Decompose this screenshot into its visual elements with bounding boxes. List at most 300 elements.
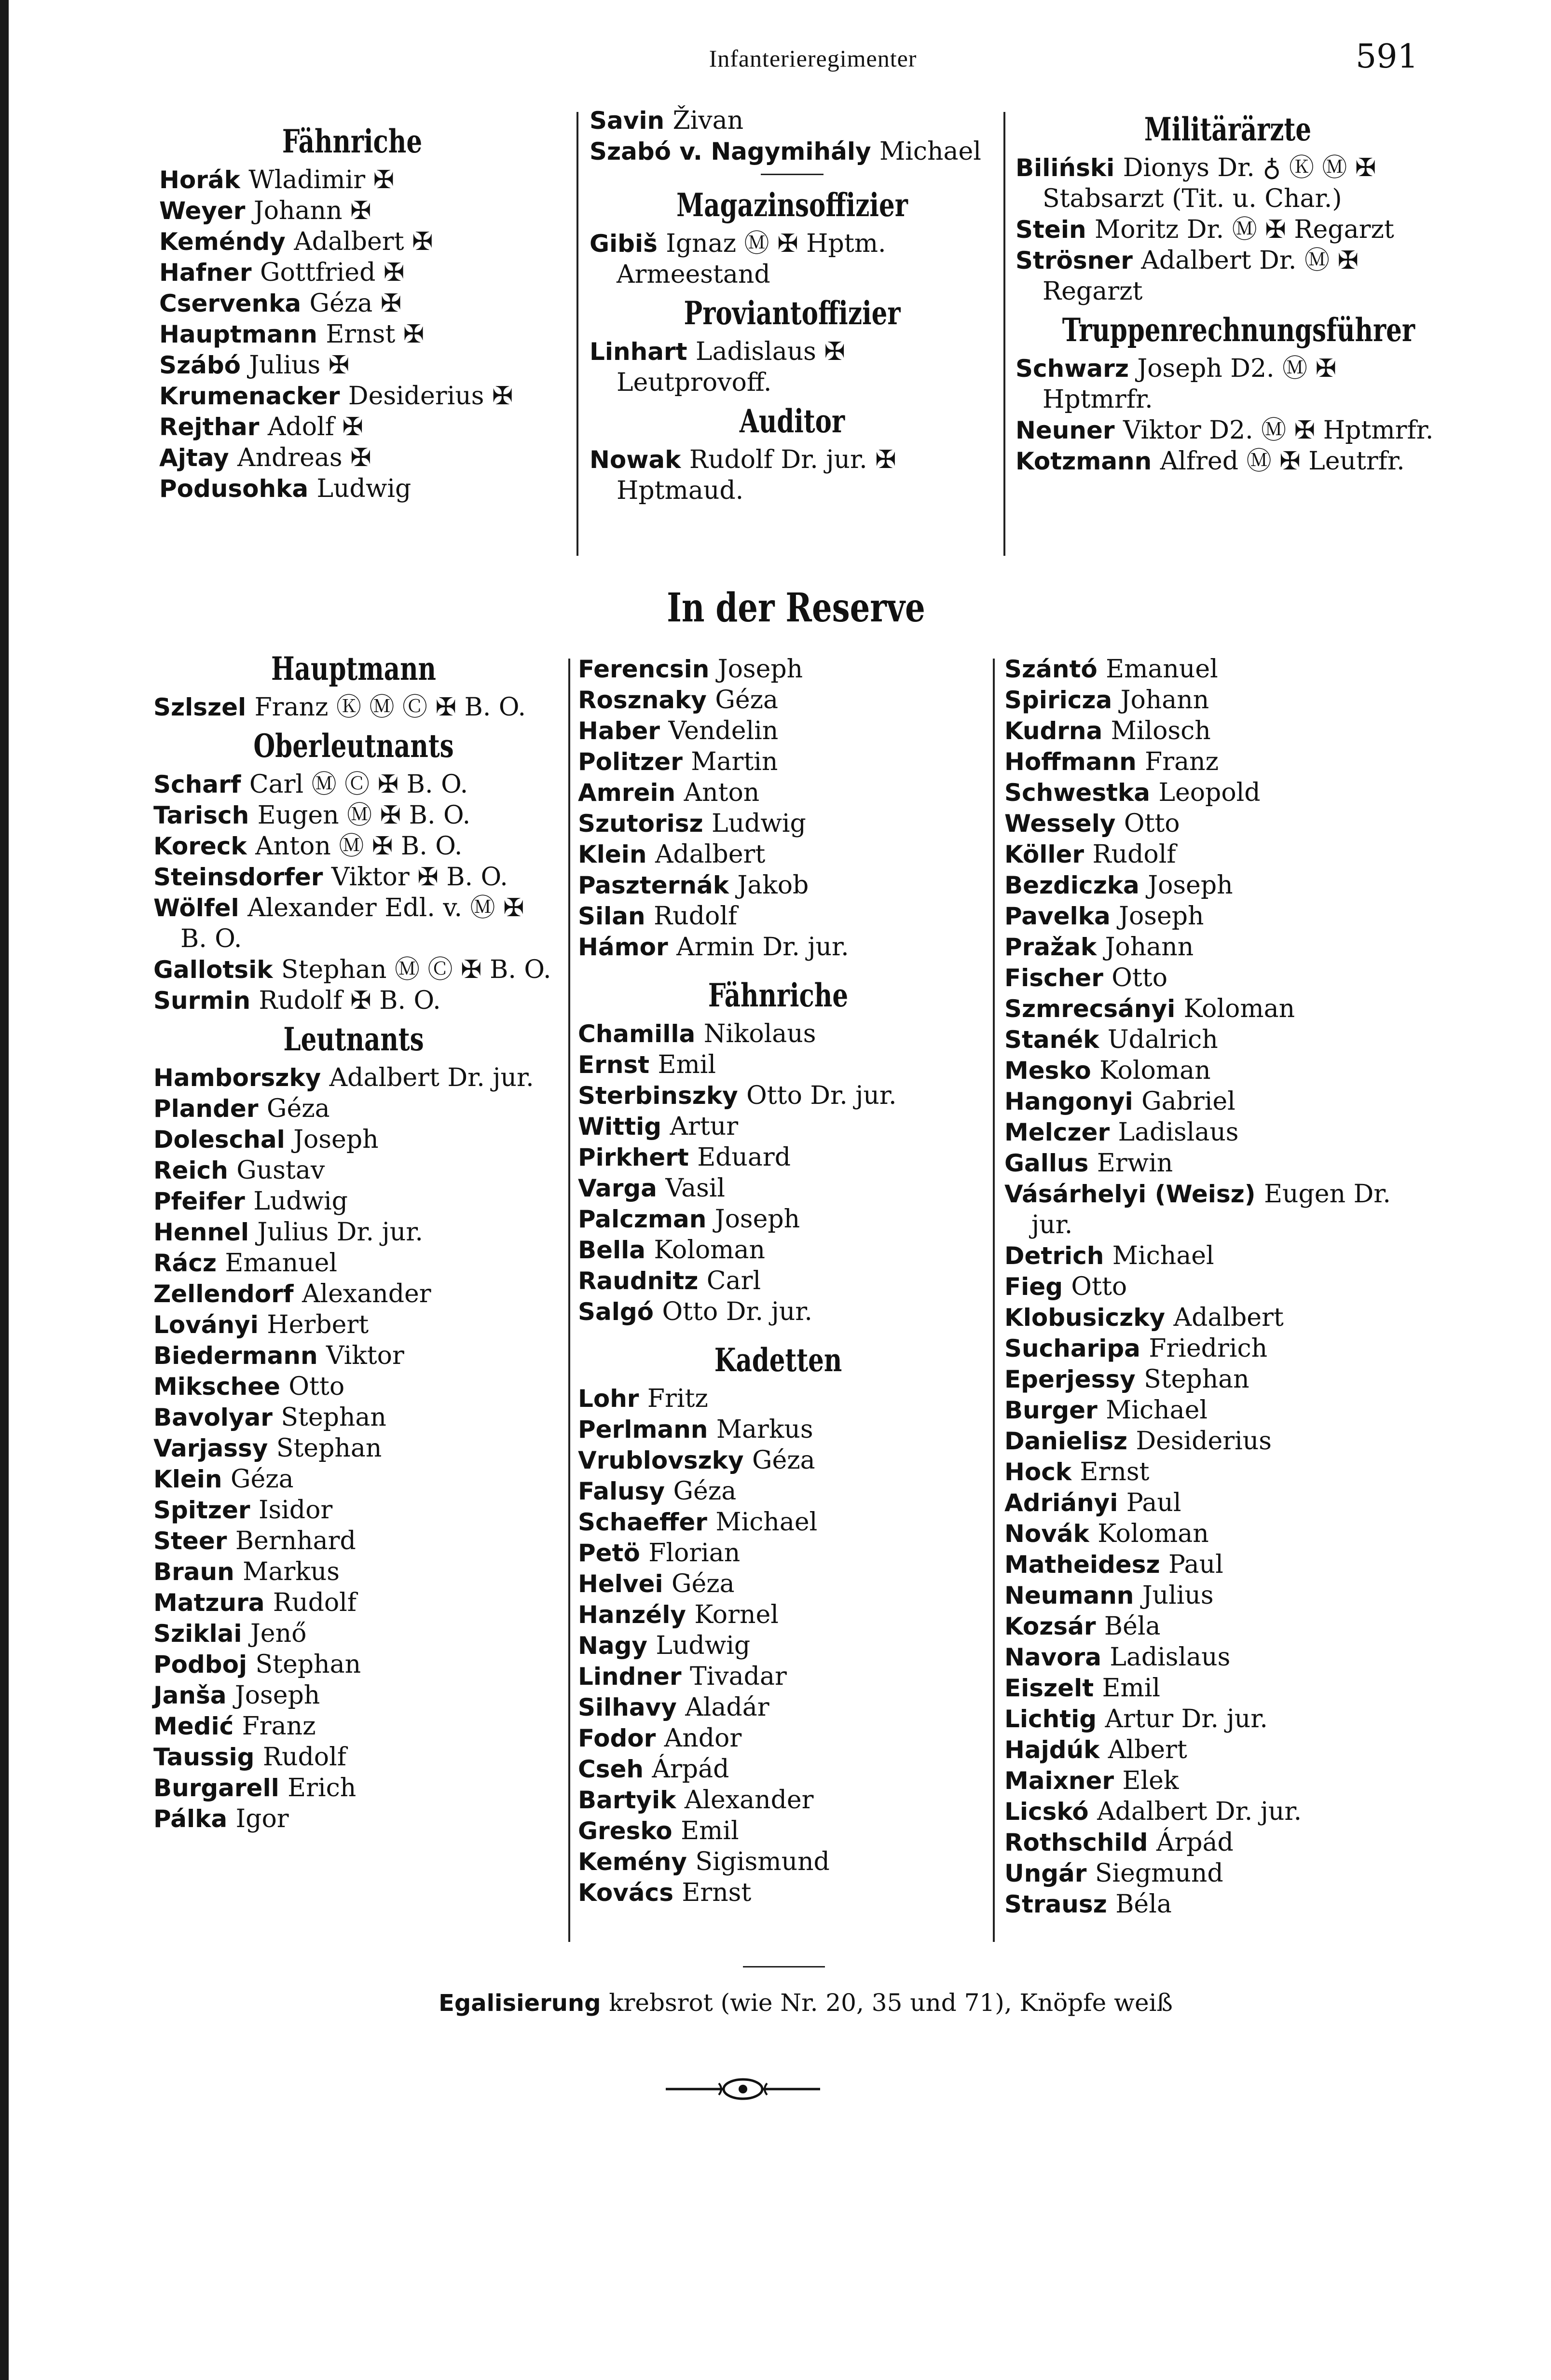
entry-details: Sigismund [695, 1847, 830, 1876]
list-entry [578, 1877, 978, 1908]
entry-details: Julius Dr. jur. [257, 1218, 423, 1247]
entry-surname: Stein [1016, 216, 1086, 244]
footer-label: Egalisierung [439, 1990, 601, 2017]
entry-surname: Reich [153, 1156, 228, 1184]
entry-surname: Melczer [1004, 1118, 1110, 1146]
footer-text: krebsrot (wie Nr. 20, 35 und 71), Knöpfe weiß [609, 1989, 1173, 2017]
list-entry [153, 1649, 554, 1680]
entry-details: Bernhard [235, 1527, 356, 1555]
entry-surname: Pavelka [1004, 902, 1111, 930]
entry-details: Alexander [684, 1786, 814, 1815]
entry-details: Fritz [647, 1384, 708, 1413]
entry-details: Béla [1104, 1612, 1161, 1641]
list-entry [1016, 415, 1440, 446]
entry-surname: Burgarell [153, 1774, 279, 1802]
list-entry [1004, 1673, 1439, 1704]
entry-details: Béla [1115, 1890, 1172, 1919]
entry-surname: Janša [153, 1681, 227, 1709]
entry-details: Erich [288, 1774, 357, 1802]
list-entry [1004, 1518, 1439, 1549]
entry-surname: Spiricza [1004, 686, 1112, 714]
list-entry [590, 136, 995, 167]
entry-details: Rudolf ✠ B. O. [259, 986, 441, 1015]
entry-details: Joseph [234, 1681, 320, 1710]
ornament-divider-icon [661, 2075, 825, 2104]
entry-details: Koloman [1098, 1519, 1209, 1548]
list-entry [578, 870, 978, 901]
entry-surname: Perlmann [578, 1416, 708, 1444]
entry-surname: Doleschal [153, 1126, 285, 1154]
entry-details: Anton [684, 778, 760, 807]
entry-surname: Weyer [159, 197, 246, 225]
entry-surname: Schwestka [1004, 779, 1151, 807]
list-entry [1004, 808, 1439, 839]
list-entry [1004, 1487, 1439, 1518]
entry-details: Ludwig [253, 1187, 348, 1216]
list-entry [153, 1371, 554, 1402]
list-entry [153, 1618, 554, 1649]
list-entry [578, 1414, 978, 1445]
list-entry [1004, 1086, 1439, 1117]
entry-details: Emil [1102, 1674, 1161, 1703]
list-entry [578, 1049, 978, 1080]
entry-surname: Bezdiczka [1004, 871, 1139, 899]
entry-details: Géza [266, 1094, 330, 1123]
entry-surname: Nagy [578, 1632, 647, 1660]
entry-surname: Sterbinszky [578, 1082, 738, 1110]
entry-details: Joseph D2. Ⓜ ✠ Hptmrfr. [1043, 354, 1337, 414]
entry-details: Artur [670, 1112, 739, 1141]
entry-details: Géza [671, 1569, 735, 1598]
entry-details: Franz [242, 1712, 316, 1741]
entry-surname: Gallus [1004, 1149, 1089, 1177]
entry-details: Tivadar [689, 1662, 787, 1691]
list-entry [159, 288, 545, 319]
column-divider [568, 659, 570, 1942]
list-entry [1004, 1333, 1439, 1364]
entry-details: Stephan [1144, 1365, 1249, 1394]
entry-surname: Szlszel [153, 693, 247, 721]
list-entry [578, 1785, 978, 1816]
entry-details: Michael [879, 137, 981, 166]
column-divider [1003, 112, 1005, 556]
entry-details: Gottfried ✠ [260, 258, 405, 287]
entry-details: Ludwig [656, 1631, 751, 1660]
entry-details: Otto [1124, 809, 1180, 838]
entry-surname: Szábó [159, 351, 241, 379]
entry-details: Udalrich [1107, 1025, 1218, 1054]
list-entry [1004, 1549, 1439, 1580]
entry-details: Moritz Dr. Ⓜ ✠ Regarzt [1094, 215, 1394, 244]
entry-details: Jakob [737, 871, 809, 900]
entry-surname: Licskó [1004, 1798, 1089, 1826]
list-entry [1004, 1364, 1439, 1395]
entry-details: Vasil [665, 1174, 726, 1203]
list-entry [590, 336, 995, 398]
entry-details: Otto [1071, 1272, 1127, 1301]
list-entry [1004, 1117, 1439, 1148]
entry-surname: Palczman [578, 1205, 707, 1233]
entry-surname: Rosznaky [578, 686, 707, 714]
entry-surname: Rácz [153, 1249, 217, 1277]
entry-details: Vendelin [668, 716, 779, 745]
entry-details: Ludwig [712, 809, 806, 838]
entry-surname: Silhavy [578, 1693, 677, 1721]
entry-details: Rudolf [273, 1588, 357, 1617]
entry-details: Rudolf [1092, 840, 1176, 869]
entry-surname: Medić [153, 1712, 234, 1740]
entry-details: Ernst [682, 1878, 752, 1907]
list-entry [578, 1142, 978, 1173]
list-entry [1004, 932, 1439, 963]
list-entry [578, 1754, 978, 1785]
list-entry [153, 1680, 554, 1711]
entry-surname: Fischer [1004, 964, 1103, 992]
entry-surname: Chamilla [578, 1020, 696, 1048]
list-entry [159, 226, 545, 257]
entry-details: Julius [1142, 1581, 1214, 1610]
entry-surname: Plander [153, 1095, 259, 1123]
entry-details: Stephan [281, 1403, 386, 1432]
entry-surname: Szántó [1004, 655, 1098, 683]
list-entry [153, 1556, 554, 1587]
entry-surname: Loványi [153, 1311, 259, 1339]
list-entry [578, 1018, 978, 1049]
list-entry [153, 1464, 554, 1495]
entry-details: Gabriel [1141, 1087, 1235, 1116]
list-entry [578, 1235, 978, 1266]
entry-details: Gustav [236, 1156, 325, 1185]
list-entry [1004, 1302, 1439, 1333]
list-entry [1016, 152, 1440, 214]
entry-surname: Lindner [578, 1663, 682, 1691]
entry-surname: Varjassy [153, 1434, 268, 1462]
section-heading: Kadetten [714, 1341, 842, 1379]
entry-details: Koloman [1099, 1056, 1211, 1085]
entry-surname: Nowak [590, 446, 681, 474]
entry-details: Julius ✠ [249, 351, 350, 380]
list-entry [159, 381, 545, 412]
entry-surname: Strausz [1004, 1890, 1107, 1918]
list-entry [578, 1599, 978, 1630]
entry-details: Paul [1168, 1550, 1223, 1579]
entry-surname: Adriányi [1004, 1489, 1118, 1517]
list-entry [1004, 654, 1439, 685]
list-entry [1004, 870, 1439, 901]
footer-rule [743, 1966, 825, 1967]
entry-surname: Sucharipa [1004, 1334, 1140, 1362]
entry-surname: Pražak [1004, 933, 1097, 961]
entry-details: Viktor D2. Ⓜ ✠ Hptmrfr. [1123, 416, 1434, 445]
list-entry [153, 1526, 554, 1556]
reserve-middle-column [578, 654, 978, 1908]
entry-details: Árpád [1156, 1828, 1234, 1857]
entry-details: Carl [706, 1266, 761, 1295]
entry-surname: Braun [153, 1558, 234, 1586]
entry-surname: Danielisz [1004, 1427, 1128, 1455]
entry-surname: Pirkhert [578, 1143, 689, 1171]
list-entry [578, 932, 978, 963]
entry-details: Carl Ⓜ Ⓒ ✠ B. O. [249, 770, 468, 799]
list-entry [578, 1692, 978, 1723]
list-entry [153, 1340, 554, 1371]
entry-details: Erwin [1097, 1149, 1173, 1178]
entry-surname: Falusy [578, 1477, 665, 1505]
list-entry [1004, 901, 1439, 932]
entry-surname: Politzer [578, 748, 683, 776]
entry-surname: Vásárhelyi (Weisz) [1004, 1180, 1256, 1208]
list-entry [590, 444, 995, 506]
entry-surname: Ungár [1004, 1859, 1087, 1887]
entry-details: Koloman [1183, 994, 1295, 1023]
entry-details: Emil [681, 1816, 739, 1845]
entry-details: Ladislaus [1118, 1118, 1239, 1147]
list-entry [153, 1803, 554, 1834]
entry-details: Wladimir ✠ [248, 165, 395, 194]
list-entry [590, 105, 995, 136]
list-entry [153, 1742, 554, 1773]
entry-details: Joseph [293, 1125, 379, 1154]
entry-details: Nikolaus [703, 1019, 816, 1048]
list-entry [153, 1279, 554, 1309]
entry-details: Eugen Dr. jur. [1031, 1180, 1391, 1239]
list-entry [1004, 1240, 1439, 1271]
list-entry [1004, 1827, 1439, 1858]
entry-details: Siegmund [1095, 1859, 1223, 1888]
list-entry [159, 350, 545, 381]
entry-surname: Ajtay [159, 444, 229, 472]
entry-surname: Scharf [153, 770, 241, 798]
section-heading: Auditor [739, 402, 845, 440]
entry-surname: Podboj [153, 1651, 247, 1678]
list-entry [159, 319, 545, 350]
entry-details: Joseph [1148, 871, 1233, 900]
entry-surname: Tarisch [153, 801, 249, 829]
entry-surname: Hafner [159, 259, 252, 287]
list-entry [153, 1062, 554, 1093]
page-number: 591 [1356, 38, 1418, 76]
entry-surname: Klobusiczky [1004, 1304, 1166, 1332]
entry-details: Emanuel [225, 1249, 338, 1278]
entry-surname: Silan [578, 902, 645, 930]
list-entry [1004, 1179, 1439, 1240]
entry-surname: Petö [578, 1539, 640, 1567]
entry-surname: Bella [578, 1236, 646, 1264]
entry-surname: Burger [1004, 1396, 1098, 1424]
entry-details: Ignaz Ⓜ ✠ Hptm. Armeestand [617, 229, 886, 289]
entry-details: Franz [1145, 747, 1219, 776]
list-entry [1004, 1580, 1439, 1611]
list-entry [153, 1124, 554, 1155]
list-entry [1004, 1796, 1439, 1827]
entry-surname: Köller [1004, 840, 1084, 868]
entry-details: Markus [243, 1557, 340, 1586]
entry-surname: Koreck [153, 832, 247, 860]
list-entry [153, 1217, 554, 1248]
top-right-column [1016, 106, 1440, 477]
entry-details: Adalbert Dr. Ⓜ ✠ Regarzt [1043, 246, 1359, 306]
list-entry [578, 1816, 978, 1846]
list-entry [153, 1186, 554, 1217]
entry-surname: Strösner [1016, 247, 1133, 275]
entry-details: Živan [673, 106, 744, 135]
entry-details: Armin Dr. jur. [676, 933, 849, 962]
reserve-right-column [1004, 654, 1439, 1920]
entry-surname: Lohr [578, 1385, 639, 1413]
column-divider [576, 112, 578, 556]
section-heading: Leutnants [283, 1020, 424, 1058]
entry-surname: Vrublovszky [578, 1446, 744, 1474]
entry-details: Stephan [276, 1434, 382, 1463]
entry-surname: Stanék [1004, 1026, 1099, 1054]
entry-surname: Neuner [1016, 416, 1115, 444]
list-entry [1004, 1889, 1439, 1920]
entry-surname: Hanzély [578, 1601, 686, 1629]
list-entry [159, 257, 545, 288]
entry-details: Herbert [267, 1310, 369, 1339]
list-entry [578, 1661, 978, 1692]
list-entry [1016, 353, 1440, 415]
entry-details: Ladislaus [1110, 1643, 1231, 1672]
entry-details: Adalbert ✠ [294, 227, 433, 256]
entry-details: Rudolf [654, 902, 738, 931]
entry-details: Géza [230, 1465, 294, 1494]
entry-surname: Neumann [1004, 1582, 1134, 1610]
section-heading: Militärärzte [1144, 110, 1312, 148]
entry-surname: Matzura [153, 1589, 265, 1617]
entry-surname: Fieg [1004, 1273, 1063, 1301]
entry-surname: Wittig [578, 1113, 662, 1141]
list-entry [153, 1093, 554, 1124]
list-entry [159, 195, 545, 226]
entry-surname: Hauptmann [159, 320, 317, 348]
entry-surname: Biliński [1016, 154, 1115, 182]
list-entry [1004, 777, 1439, 808]
list-entry [153, 985, 554, 1016]
entry-details: Géza [715, 686, 779, 715]
list-entry [1004, 993, 1439, 1024]
entry-surname: Szutorisz [578, 810, 703, 838]
entry-surname: Eperjessy [1004, 1365, 1136, 1393]
running-head: Infanterieregimenter [709, 45, 917, 72]
entry-surname: Rejthar [159, 413, 260, 441]
entry-details: Géza [752, 1446, 815, 1475]
entry-details: Adalbert [655, 840, 766, 869]
entry-surname: Bartyik [578, 1786, 676, 1814]
list-entry [578, 1723, 978, 1754]
entry-details: Géza ✠ [309, 289, 402, 318]
entry-details: Stephan Ⓜ Ⓒ ✠ B. O. [281, 955, 551, 984]
list-entry [1004, 746, 1439, 777]
list-entry [153, 769, 554, 800]
entry-details: Géza [673, 1477, 737, 1506]
entry-surname: Biedermann [153, 1342, 318, 1370]
entry-surname: Mikschee [153, 1373, 280, 1401]
list-entry [578, 1568, 978, 1599]
entry-surname: Amrein [578, 779, 676, 807]
entry-surname: Novák [1004, 1520, 1089, 1548]
section-heading: Oberleutnants [253, 727, 454, 765]
entry-details: Dionys Dr. ♁ Ⓚ Ⓜ ✠ Stabsarzt (Tit. u. Char.) [1043, 153, 1376, 213]
top-left-column [159, 118, 545, 504]
list-entry [578, 1173, 978, 1204]
entry-surname: Maixner [1004, 1767, 1114, 1795]
list-entry [578, 1266, 978, 1296]
entry-surname: Detrich [1004, 1242, 1104, 1270]
list-entry [153, 831, 554, 862]
entry-surname: Pálka [153, 1805, 228, 1833]
entry-details: Desiderius ✠ [348, 382, 513, 411]
list-entry [1016, 214, 1440, 245]
list-entry [590, 228, 995, 290]
entry-details: Florian [648, 1539, 741, 1568]
list-entry [159, 473, 545, 504]
list-entry [1004, 1734, 1439, 1765]
entry-surname: Sziklai [153, 1620, 242, 1648]
entry-details: Ludwig [316, 474, 412, 503]
list-entry [153, 1711, 554, 1742]
entry-details: Emil [658, 1050, 716, 1079]
entry-details: Adolf ✠ [267, 413, 363, 441]
section-heading: Truppenrechnungsführer [1062, 311, 1415, 349]
entry-surname: Ernst [578, 1051, 650, 1079]
entry-surname: Pfeifer [153, 1187, 245, 1215]
entry-surname: Klein [578, 840, 647, 868]
entry-details: Michael [1112, 1241, 1214, 1270]
list-entry [153, 1587, 554, 1618]
entry-surname: Hock [1004, 1458, 1072, 1486]
entry-surname: Kovács [578, 1879, 673, 1907]
entry-surname: Szmrecsányi [1004, 995, 1176, 1023]
entry-surname: Hangonyi [1004, 1087, 1133, 1115]
entry-details: Alfred Ⓜ ✠ Leutrfr. [1160, 447, 1405, 476]
list-entry [153, 800, 554, 831]
list-entry [1004, 685, 1439, 715]
entry-details: Rudolf [262, 1743, 346, 1772]
list-entry [1016, 245, 1440, 307]
entry-surname: Steinsdorfer [153, 863, 323, 891]
entry-details: Michael [1106, 1396, 1208, 1425]
list-entry [153, 1402, 554, 1433]
entry-surname: Wölfel [153, 894, 239, 922]
entry-details: Andor [664, 1724, 742, 1753]
entry-surname: Szabó v. Nagymihály [590, 138, 871, 165]
entry-details: Ernst ✠ [326, 320, 425, 349]
entry-details: Paul [1126, 1488, 1181, 1517]
list-entry [153, 1309, 554, 1340]
list-entry [1004, 1024, 1439, 1055]
list-entry [1004, 1704, 1439, 1734]
entry-surname: Mesko [1004, 1057, 1091, 1085]
list-entry [153, 1155, 554, 1186]
entry-surname: Varga [578, 1174, 657, 1202]
entry-details: Adalbert Dr. jur. [1097, 1797, 1302, 1826]
entry-details: Joseph [717, 655, 803, 684]
list-entry [578, 1476, 978, 1507]
entry-details: Albert [1108, 1735, 1187, 1764]
entry-details: Jenő [250, 1619, 307, 1648]
list-entry [1004, 1426, 1439, 1457]
list-entry [153, 1773, 554, 1803]
entry-surname: Hamborszky [153, 1064, 321, 1092]
entry-surname: Rothschild [1004, 1829, 1148, 1857]
list-entry [578, 1080, 978, 1111]
entry-details: Otto Dr. jur. [662, 1297, 812, 1326]
entry-details: Eduard [697, 1143, 791, 1172]
list-entry [578, 777, 978, 808]
section-heading: Hauptmann [271, 650, 436, 688]
entry-details: Joseph [1119, 902, 1204, 931]
